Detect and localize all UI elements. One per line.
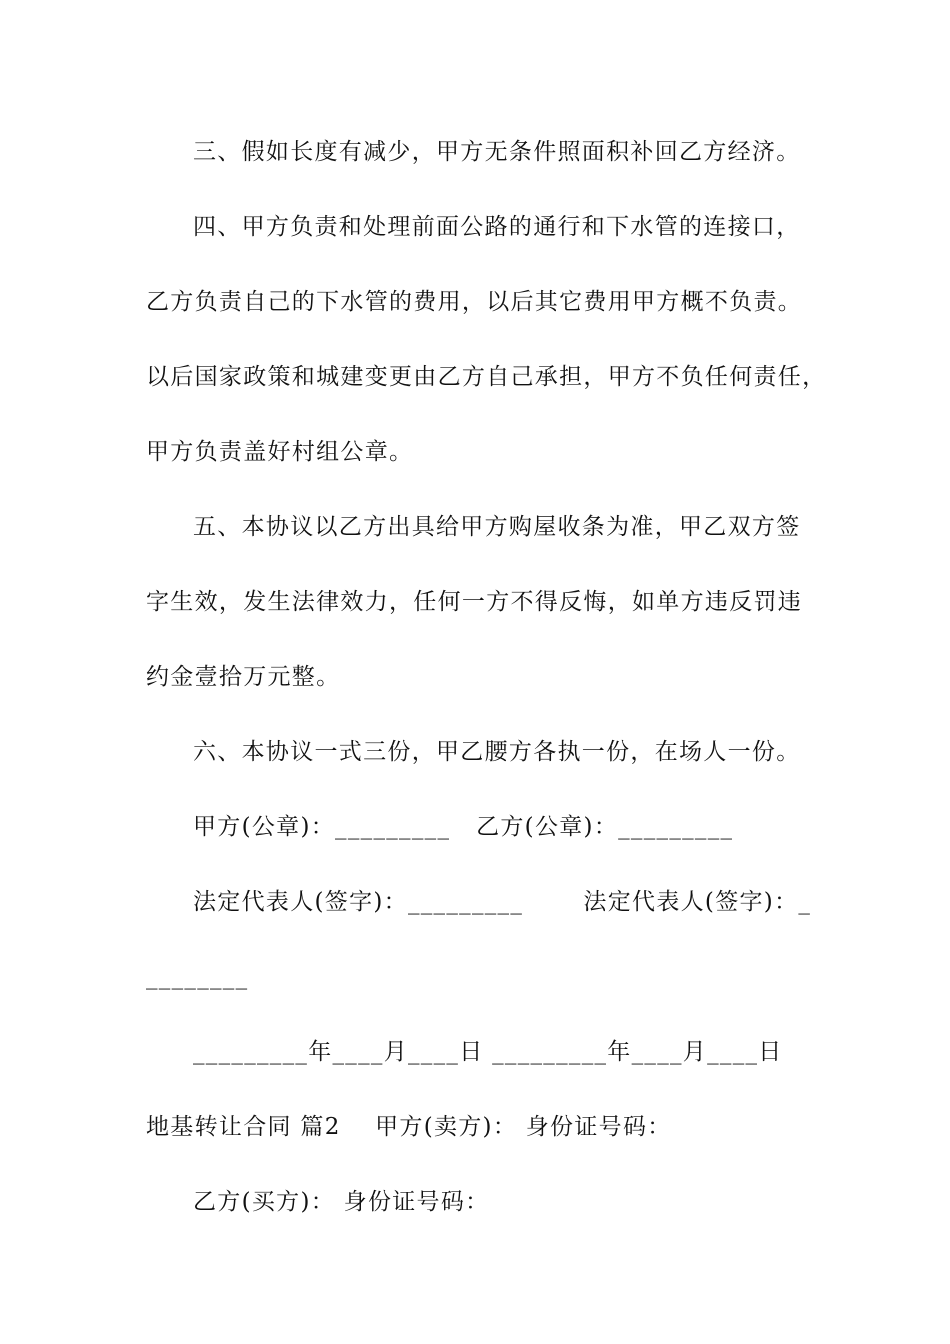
buyer-line: 乙方(买方)： 身份证号码：: [193, 1189, 490, 1215]
contract-2-heading-line: 地基转让合同 篇2 甲方(卖方)： 身份证号码：: [146, 1114, 672, 1140]
date-line: _________年____月____日 _________年____月____日: [193, 1039, 783, 1065]
clause-4-line-2: 乙方负责自己的下水管的费用，以后其它费用甲方概不负责。: [146, 289, 803, 315]
seal-line: 甲方(公章)：_________ 乙方(公章)：_________: [193, 814, 734, 840]
clause-4-line-1: 四、甲方负责和处理前面公路的通行和下水管的连接口，: [193, 214, 801, 240]
clause-5-line-2: 字生效，发生法律效力，任何一方不得反悔，如单方违反罚违: [146, 589, 803, 615]
clause-3-line: 三、假如长度有减少，甲方无条件照面积补回乙方经济。: [193, 139, 801, 165]
signature-line: 法定代表人(签字)：_________ 法定代表人(签字)：_: [193, 889, 812, 915]
clause-5-line-1: 五、本协议以乙方出具给甲方购屋收条为准，甲乙双方签: [193, 514, 801, 540]
signature-line-continuation: ________: [146, 964, 249, 990]
clause-5-line-3: 约金壹拾万元整。: [146, 664, 341, 690]
clause-6-line: 六、本协议一式三份，甲乙腰方各执一份，在场人一份。: [193, 739, 801, 765]
clause-4-line-4: 甲方负责盖好村组公章。: [146, 439, 414, 465]
clause-4-line-3: 以后国家政策和城建变更由乙方自己承担，甲方不负任何责任，: [146, 364, 827, 390]
